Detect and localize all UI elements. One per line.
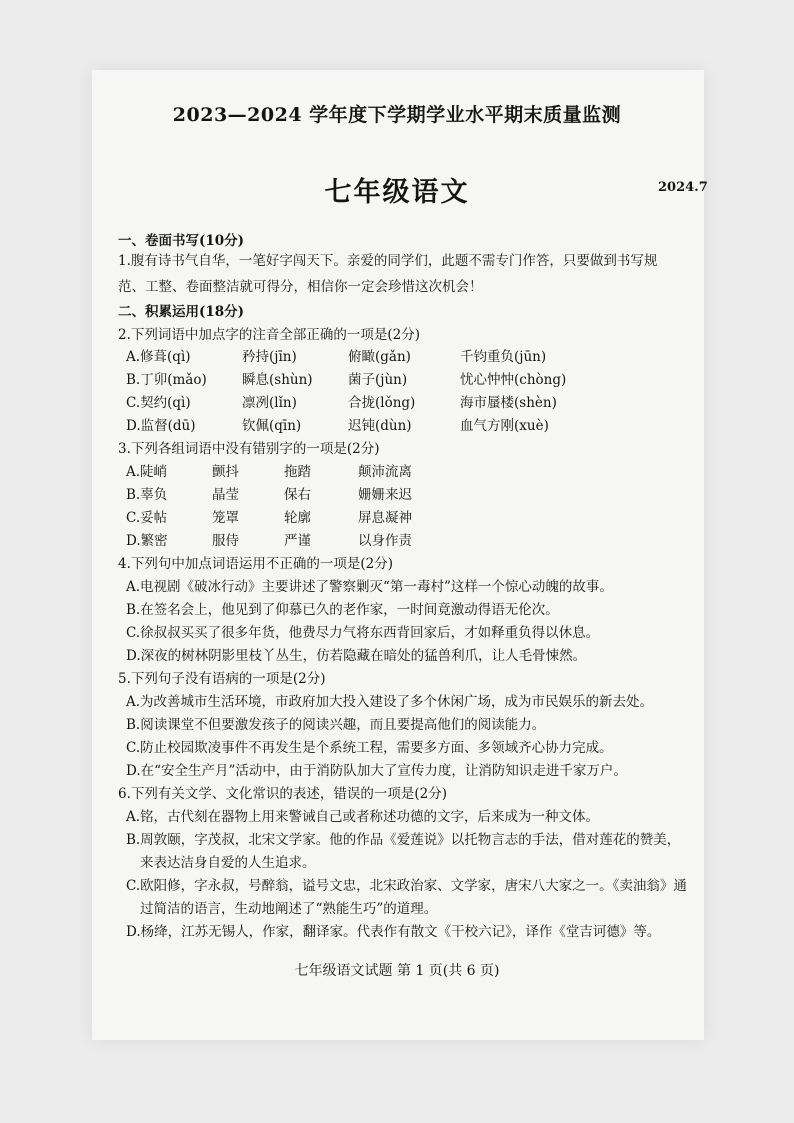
- q6-stem: 6.下列有关文学、文化常识的表述，错误的一项是(2分): [118, 786, 448, 802]
- q5-option-b: B.阅读课堂不但要激发孩子的阅读兴趣，而且要提高他们的阅读能力。: [126, 717, 546, 733]
- q3-c-word4: 屏息凝神: [358, 510, 412, 526]
- q3-b-word1: B.辜负: [126, 487, 168, 503]
- subject-title: 七年级语文: [324, 177, 470, 208]
- q2-c-word4: 海市蜃楼(shèn): [460, 395, 557, 411]
- q2-b-word2: 瞬息(shùn): [242, 372, 313, 388]
- section2-heading: 二、积累运用(18分): [118, 304, 245, 320]
- exam-date: 2024.7: [658, 180, 708, 195]
- q3-d-word4: 以身作责: [358, 533, 412, 549]
- q2-d-word3: 迟钝(dùn): [348, 418, 412, 434]
- q3-a-word3: 拖踏: [284, 464, 311, 480]
- q2-b-word4: 忧心忡忡(chòng): [460, 372, 567, 388]
- q2-d-word4: 血气方刚(xuè): [460, 418, 549, 434]
- q6-option-b-line1: B.周敦颐，字茂叔，北宋文学家。他的作品《爱莲说》以托物言志的手法，借对莲花的赞美，: [126, 832, 681, 848]
- q2-c-word1: C.契约(qì): [126, 395, 191, 411]
- q2-c-word2: 凛冽(lǐn): [242, 395, 297, 411]
- q5-option-a: A.为改善城市生活环境，市政府加大投入建设了多个休闲广场，成为市民娱乐的新去处。: [126, 694, 654, 710]
- q3-b-word4: 姗姗来迟: [358, 487, 412, 503]
- q4-option-b: B.在签名会上，他见到了仰慕已久的老作家，一时间竟激动得语无伦次。: [126, 602, 559, 618]
- q3-stem: 3.下列各组词语中没有错别字的一项是(2分): [118, 441, 380, 457]
- q2-b-word3: 菌子(jùn): [348, 372, 408, 388]
- q3-a-word1: A.陡峭: [126, 464, 168, 480]
- q1-text-line1: 1.腹有诗书气自华，一笔好字闯天下。亲爱的同学们，此题不需专门作答，只要做到书写规: [118, 253, 658, 269]
- q5-option-d: D.在“安全生产月”活动中，由于消防队加大了宣传力度，让消防知识走进千家万户。: [126, 763, 627, 779]
- q3-c-word2: 笼罩: [212, 510, 239, 526]
- q3-a-word2: 颤抖: [212, 464, 239, 480]
- q5-stem: 5.下列句子没有语病的一项是(2分): [118, 671, 326, 687]
- q4-option-d: D.深夜的树林阴影里枝丫丛生，仿若隐藏在暗处的猛兽利爪，让人毛骨悚然。: [126, 648, 587, 664]
- q6-option-c-line1: C.欧阳修，字永叔，号醉翁，谥号文忠，北宋政治家、文学家，唐宋八大家之一。《卖油翁》通: [126, 878, 687, 894]
- q2-a-word1: A.修葺(qì): [126, 349, 191, 365]
- q2-a-word3: 俯瞰(gǎn): [348, 349, 411, 365]
- q5-option-c: C.防止校园欺凌事件不再发生是个系统工程，需要多方面、多领域齐心协力完成。: [126, 740, 613, 756]
- page-footer: 七年级语文试题 第 1 页(共 6 页): [294, 963, 500, 979]
- q3-c-word3: 轮廓: [284, 510, 311, 526]
- section1-heading: 一、卷面书写(10分): [118, 233, 245, 249]
- q2-d-word2: 钦佩(qīn): [242, 418, 302, 434]
- q3-a-word4: 颠沛流离: [358, 464, 412, 480]
- q3-d-word3: 严谨: [284, 533, 311, 549]
- q3-b-word2: 晶莹: [212, 487, 239, 503]
- q4-option-c: C.徐叔叔买买了很多年货，他费尽力气将东西背回家后，才如释重负得以休息。: [126, 625, 600, 641]
- q1-text-line2: 范、工整、卷面整洁就可得分，相信你一定会珍惜这次机会！: [118, 279, 483, 295]
- q6-option-c-line2: 过简洁的语言，生动地阐述了“熟能生巧”的道理。: [140, 901, 438, 917]
- q2-a-word4: 千钧重负(jūn): [460, 349, 547, 365]
- q4-option-a: A.电视剧《破冰行动》主要讲述了警察剿灭“第一毒村”这样一个惊心动魄的故事。: [126, 579, 613, 595]
- q6-option-d: D.杨绛，江苏无锡人，作家，翻译家。代表作有散文《干校六记》，译作《堂吉诃德》等。: [126, 924, 661, 940]
- q6-option-a: A.铭，古代刻在器物上用来警诫自己或者称述功德的文字，后来成为一种文体。: [126, 809, 600, 825]
- q3-d-word1: D.繁密: [126, 533, 168, 549]
- exam-title: 2023—2024 学年度下学期学业水平期末质量监测: [172, 104, 622, 126]
- q2-d-word1: D.监督(dū): [126, 418, 196, 434]
- q2-a-word2: 矜持(jīn): [242, 349, 297, 365]
- q6-option-b-line2: 来表达洁身自爱的人生追求。: [140, 855, 316, 871]
- q2-b-word1: B.丁卯(mǎo): [126, 372, 207, 388]
- q3-d-word2: 服侍: [212, 533, 239, 549]
- q2-stem: 2.下列词语中加点字的注音全部正确的一项是(2分): [118, 327, 421, 343]
- q3-b-word3: 保右: [284, 487, 311, 503]
- q4-stem: 4.下列句中加点词语运用不正确的一项是(2分): [118, 556, 394, 572]
- q2-c-word3: 合拢(lǒng): [348, 395, 416, 411]
- q3-c-word1: C.妥帖: [126, 510, 168, 526]
